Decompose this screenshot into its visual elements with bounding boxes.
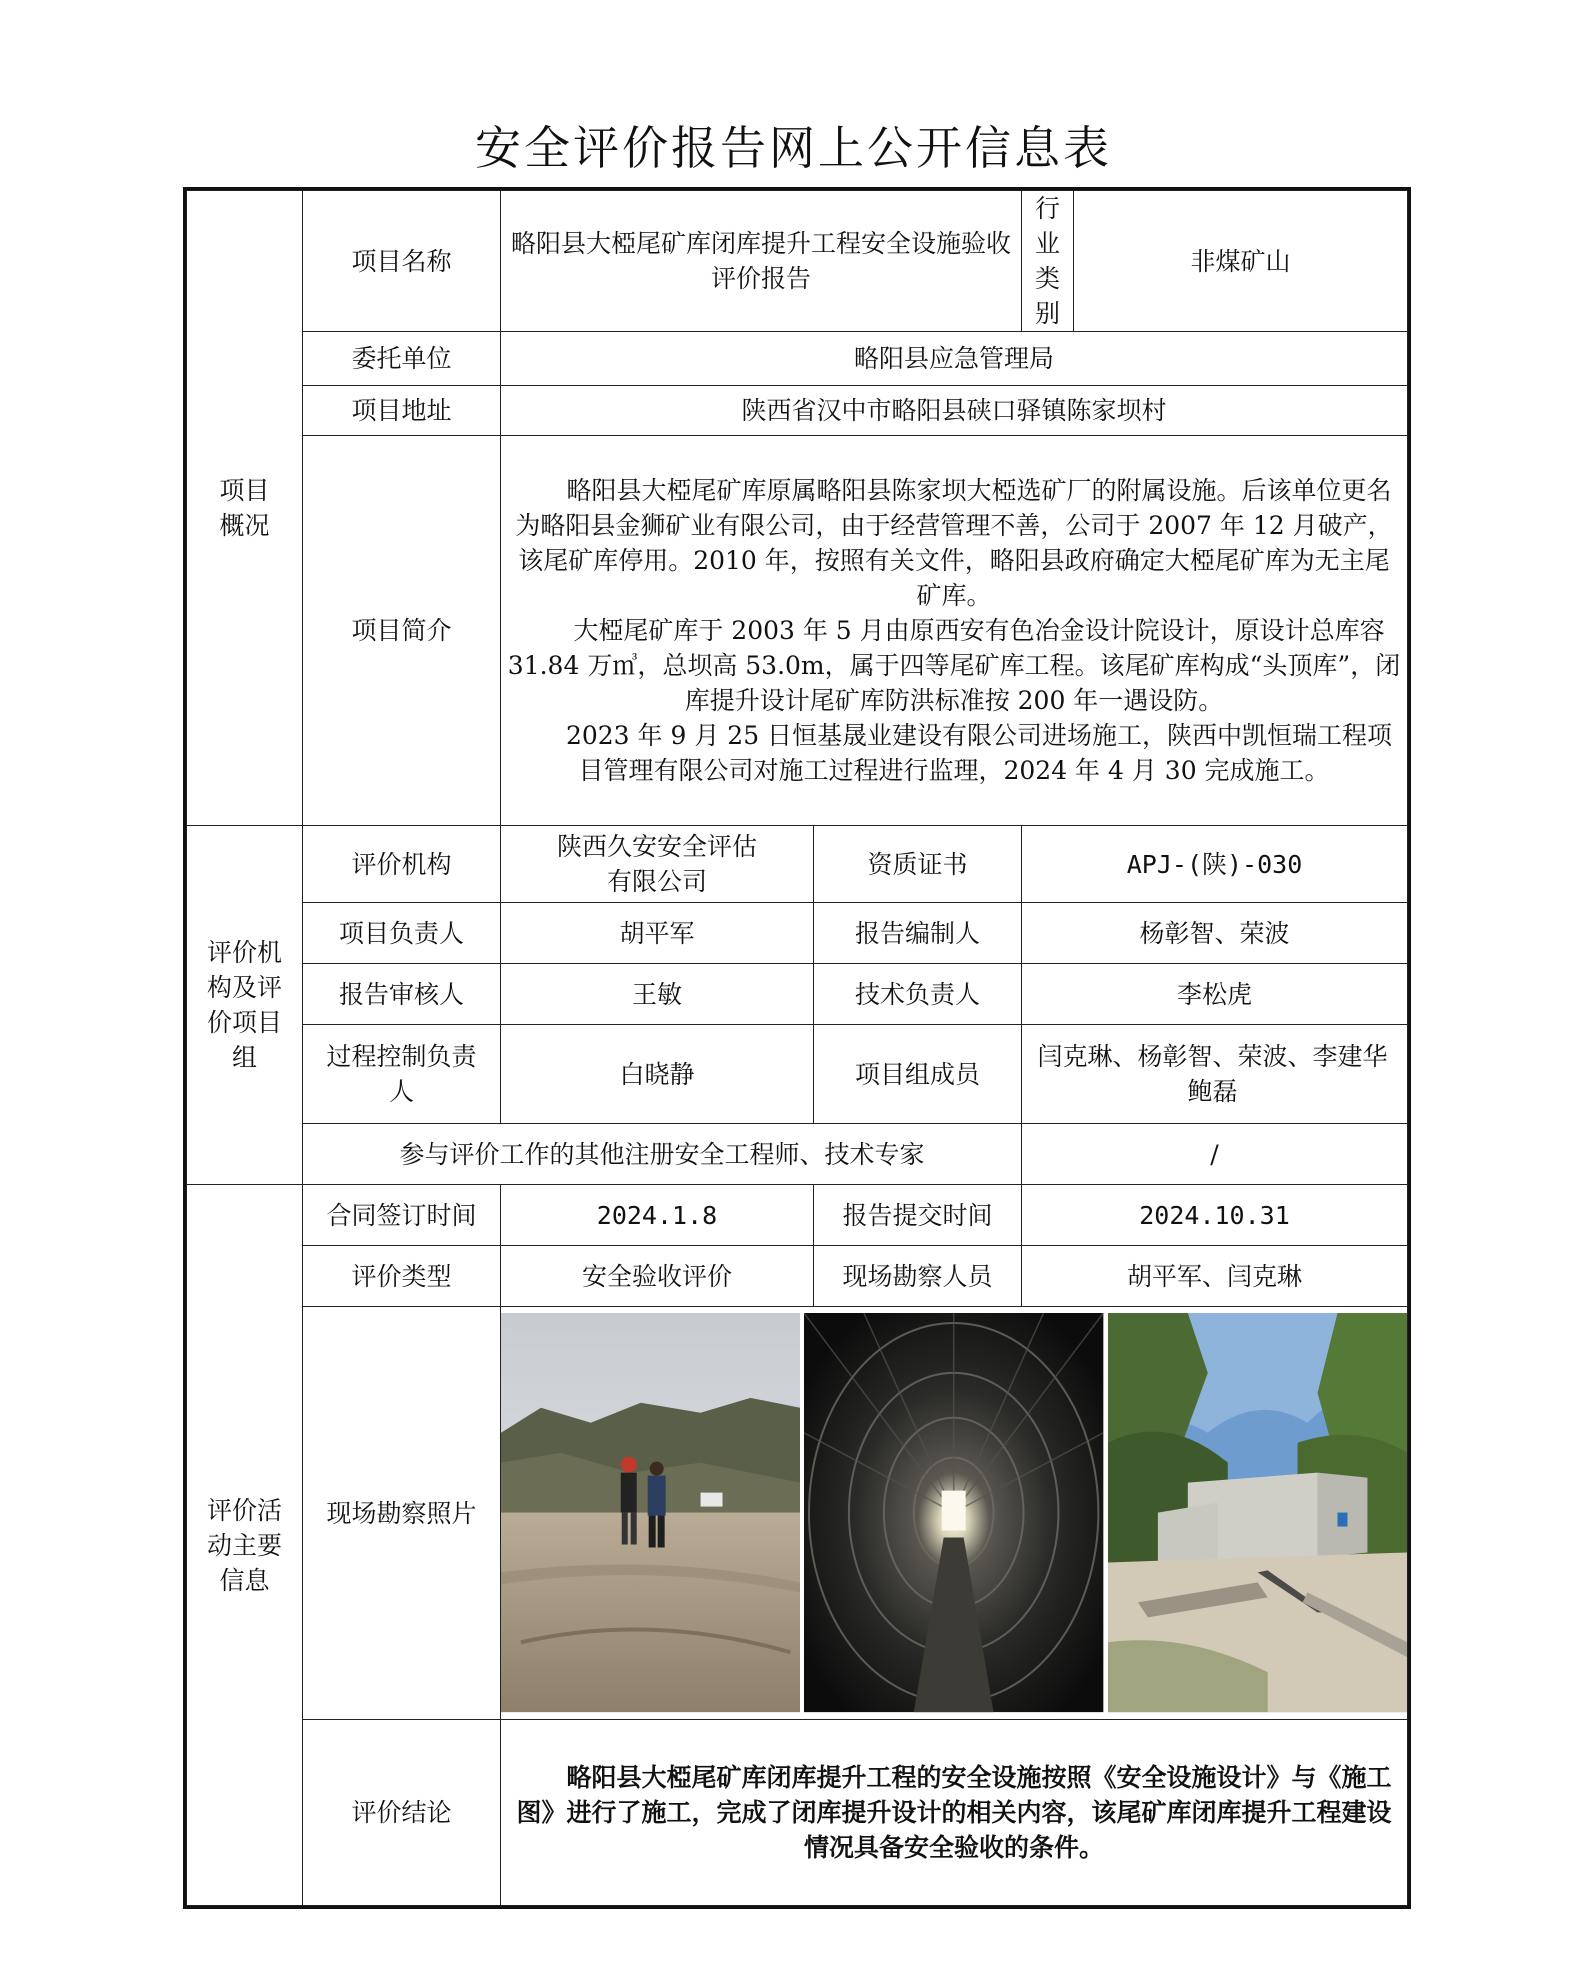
process-value: 白晓静 [501,1025,814,1124]
others-label: 参与评价工作的其他注册安全工程师、技术专家 [303,1124,1022,1185]
site-photo-dam [1108,1313,1407,1712]
process-label: 过程控制负责 人 [303,1025,501,1124]
author-value: 杨彰智、荣波 [1022,903,1408,964]
team-section-label: 评价机 构及评 价项目 组 [187,826,303,1185]
type-label: 评价类型 [303,1246,501,1307]
survey-label: 现场勘察人员 [814,1246,1022,1307]
others-value: / [1022,1124,1408,1185]
tech-value: 李松虎 [1022,964,1408,1025]
author-label: 报告编制人 [814,903,1022,964]
conclusion-text [501,1720,1408,1906]
submit-value: 2024.10.31 [1022,1185,1408,1246]
page-title: 安全评价报告网上公开信息表 [475,121,1112,175]
intro-paragraph: 2023 年 9 月 25 日恒基晟业建设有限公司进场施工，陕西中凯恒瑞工程项目管理有限公司对施工过程进行监理，2024 年 4 月 30 完成施工。 [565,721,1393,785]
members-value: 闫克琳、杨彰智、荣波、李建华 鲍磊 [1022,1025,1408,1124]
contract-value: 2024.1.8 [501,1185,814,1246]
agency-value: 陕西久安安全评估 有限公司 [501,826,814,903]
submit-label: 报告提交时间 [814,1185,1022,1246]
client-label: 委托单位 [303,332,501,386]
industry-value: 非煤矿山 [1074,191,1408,332]
survey-value: 胡平军、闫克琳 [1022,1246,1408,1307]
intro-paragraph: 大椏尾矿库于 2003 年 5 月由原西安有色冶金设计院设计，原设计总库容 31.84 万㎥，总坝高 53.0m，属于四等尾矿库工程。该尾矿库构成“头顶库”，闭库提升设计尾矿库防洪标准按 200 年一遇设防。 [507,616,1401,715]
site-photo-tunnel [804,1313,1103,1712]
leader-value: 胡平军 [501,903,814,964]
contract-label: 合同签订时间 [303,1185,501,1246]
cert-label: 资质证书 [814,826,1022,903]
overview-section-label: 项目 概况 [187,191,303,826]
project-name-label: 项目名称 [303,191,501,332]
intro-paragraph: 略阳县大椏尾矿库原属略阳县陈家坝大椏选矿厂的附属设施。后该单位更名为略阳县金狮矿业有限公司，由于经营管理不善，公司于 2007 年 12 月破产，该尾矿库停用。2010 年，按照有关文件，略阳县政府确定大椏尾矿库为无主尾矿库。 [515,476,1393,610]
intro-text [501,436,1408,826]
photos-cell [501,1307,1408,1720]
reviewer-value: 王敏 [501,964,814,1025]
conclusion-label: 评价结论 [303,1720,501,1906]
project-name-value: 略阳县大椏尾矿库闭库提升工程安全设施验收评价报告 [501,191,1022,332]
agency-label: 评价机构 [303,826,501,903]
address-value: 陕西省汉中市略阳县硖口驿镇陈家坝村 [501,386,1408,436]
type-value: 安全验收评价 [501,1246,814,1307]
leader-label: 项目负责人 [303,903,501,964]
industry-label: 行业类别 [1022,191,1074,332]
intro-label: 项目简介 [303,436,501,826]
reviewer-label: 报告审核人 [303,964,501,1025]
activity-section-label: 评价活 动主要 信息 [187,1185,303,1906]
conclusion-paragraph: 略阳县大椏尾矿库闭库提升工程的安全设施按照《安全设施设计》与《施工图》进行了施工，完成了闭库提升设计的相关内容，该尾矿库闭库提升工程建设情况具备安全验收的条件。 [516,1763,1392,1862]
members-label: 项目组成员 [814,1025,1022,1124]
client-value: 略阳县应急管理局 [501,332,1408,386]
photos-label: 现场勘察照片 [303,1307,501,1720]
info-table [186,190,1408,1906]
site-photo-people [501,1313,800,1712]
tech-label: 技术负责人 [814,964,1022,1025]
cert-value: APJ-(陕)-030 [1022,826,1408,903]
address-label: 项目地址 [303,386,501,436]
